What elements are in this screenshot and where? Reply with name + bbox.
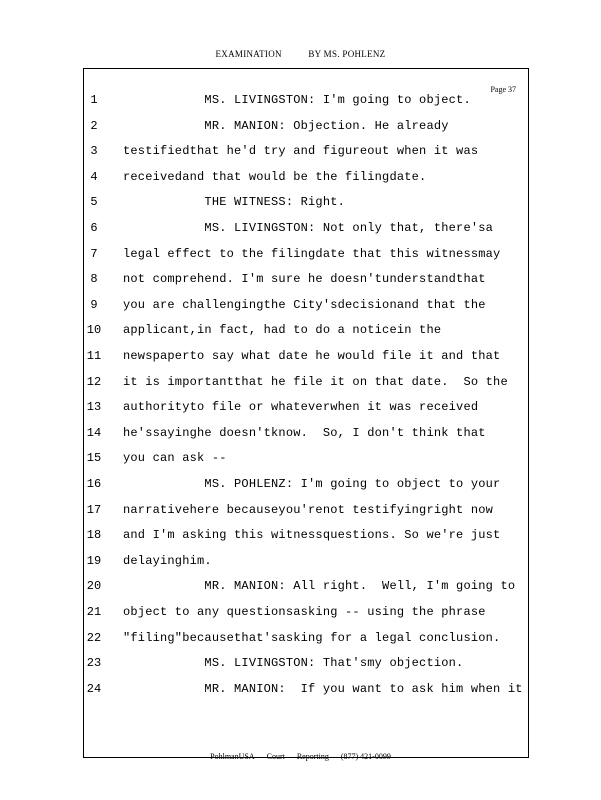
line-number: 9 xyxy=(90,297,98,312)
line-number: 11 xyxy=(86,349,102,363)
transcript-line xyxy=(0,682,601,702)
footer-phone: (877) 421-0099 xyxy=(340,752,391,761)
transcript-line xyxy=(0,375,601,395)
line-number: 6 xyxy=(90,221,98,235)
line-number: 15 xyxy=(86,451,102,466)
transcript-line xyxy=(0,426,601,446)
line-number: 13 xyxy=(86,400,102,415)
transcript-line xyxy=(0,298,601,318)
line-number: 21 xyxy=(86,605,102,619)
line-text: you can ask -- xyxy=(123,451,227,466)
header-section: EXAMINATION xyxy=(215,49,282,59)
transcript-line xyxy=(0,605,601,625)
line-text: MS. LIVINGSTON: That'smy objection. xyxy=(123,656,464,671)
transcript-line xyxy=(0,272,601,292)
line-number: 20 xyxy=(86,579,102,594)
line-text: MR. MANION: If you want to ask him when it xyxy=(123,681,523,696)
footer-company: PohlmanUSA xyxy=(210,752,255,761)
transcript-line xyxy=(0,400,601,420)
line-number: 2 xyxy=(90,118,98,133)
footer-service-1: Court xyxy=(266,752,285,761)
line-text: receivedand that would be the filingdate. xyxy=(123,169,427,184)
transcript-line xyxy=(0,221,601,241)
line-number: 12 xyxy=(86,374,102,389)
line-text: MR. MANION: Objection. He already xyxy=(123,118,449,133)
line-text: delayinghim. xyxy=(123,553,212,568)
line-text: authorityto file or whateverwhen it was received xyxy=(123,400,479,415)
line-text: object to any questionsasking -- using the phrase xyxy=(123,605,486,619)
page-number: Page 37 xyxy=(490,85,516,94)
line-text: not comprehend. I'm sure he doesn'tunderstandthat xyxy=(123,272,486,287)
transcript-line xyxy=(0,93,601,113)
line-number: 16 xyxy=(86,477,102,491)
transcript-line xyxy=(0,656,601,676)
line-text: "filing"becausethat'sasking for a legal conclusion. xyxy=(123,630,501,645)
line-number: 7 xyxy=(90,246,98,261)
line-text: applicant,in fact, had to do a noticein the xyxy=(123,323,442,338)
transcript-line xyxy=(0,195,601,215)
page-footer xyxy=(0,752,601,761)
line-text: MS. POHLENZ: I'm going to object to your xyxy=(123,477,501,491)
transcript-line xyxy=(0,119,601,139)
transcript-line xyxy=(0,349,601,369)
line-number: 22 xyxy=(86,630,102,645)
line-text: testifiedthat he'd try and figureout when it was xyxy=(123,144,479,159)
line-number: 19 xyxy=(86,553,102,568)
transcript-line xyxy=(0,554,601,574)
line-number: 3 xyxy=(90,144,98,159)
transcript-line xyxy=(0,170,601,190)
line-text: MS. LIVINGSTON: I'm going to object. xyxy=(123,93,471,107)
page-header xyxy=(0,49,601,59)
line-text: and I'm asking this witnessquestions. So we're just xyxy=(123,528,501,543)
transcript-line xyxy=(0,323,601,343)
line-number: 10 xyxy=(86,323,102,338)
header-examiner: BY MS. POHLENZ xyxy=(308,49,386,59)
transcript-line xyxy=(0,528,601,548)
transcript-line xyxy=(0,631,601,651)
line-text: newspaperto say what date he would file it and that xyxy=(123,349,501,363)
footer-service-2: Reporting xyxy=(296,752,329,761)
line-number: 18 xyxy=(86,528,102,543)
line-text: you are challengingthe City'sdecisionand that the xyxy=(123,297,486,312)
line-number: 4 xyxy=(90,169,98,184)
line-number: 24 xyxy=(86,681,102,696)
line-text: he'ssayinghe doesn'tknow. So, I don't think that xyxy=(123,425,486,440)
line-number: 17 xyxy=(86,502,102,517)
line-text: legal effect to the filingdate that this witnessmay xyxy=(123,246,501,261)
line-number: 23 xyxy=(86,656,102,671)
transcript-line xyxy=(0,477,601,497)
transcript-line xyxy=(0,247,601,267)
line-number: 1 xyxy=(90,93,98,107)
transcript-line xyxy=(0,503,601,523)
transcript-line xyxy=(0,144,601,164)
line-number: 14 xyxy=(86,425,102,440)
transcript-line xyxy=(0,451,601,471)
line-number: 5 xyxy=(90,195,98,210)
line-number: 8 xyxy=(90,272,98,287)
line-text: MS. LIVINGSTON: Not only that, there'sa xyxy=(123,221,494,235)
line-text: it is importantthat he file it on that date. So the xyxy=(123,374,508,389)
line-text: THE WITNESS: Right. xyxy=(123,195,346,210)
line-text: MR. MANION: All right. Well, I'm going to xyxy=(123,579,516,594)
line-text: narrativehere becauseyou'renot testifyingright now xyxy=(123,502,494,517)
transcript-line xyxy=(0,579,601,599)
